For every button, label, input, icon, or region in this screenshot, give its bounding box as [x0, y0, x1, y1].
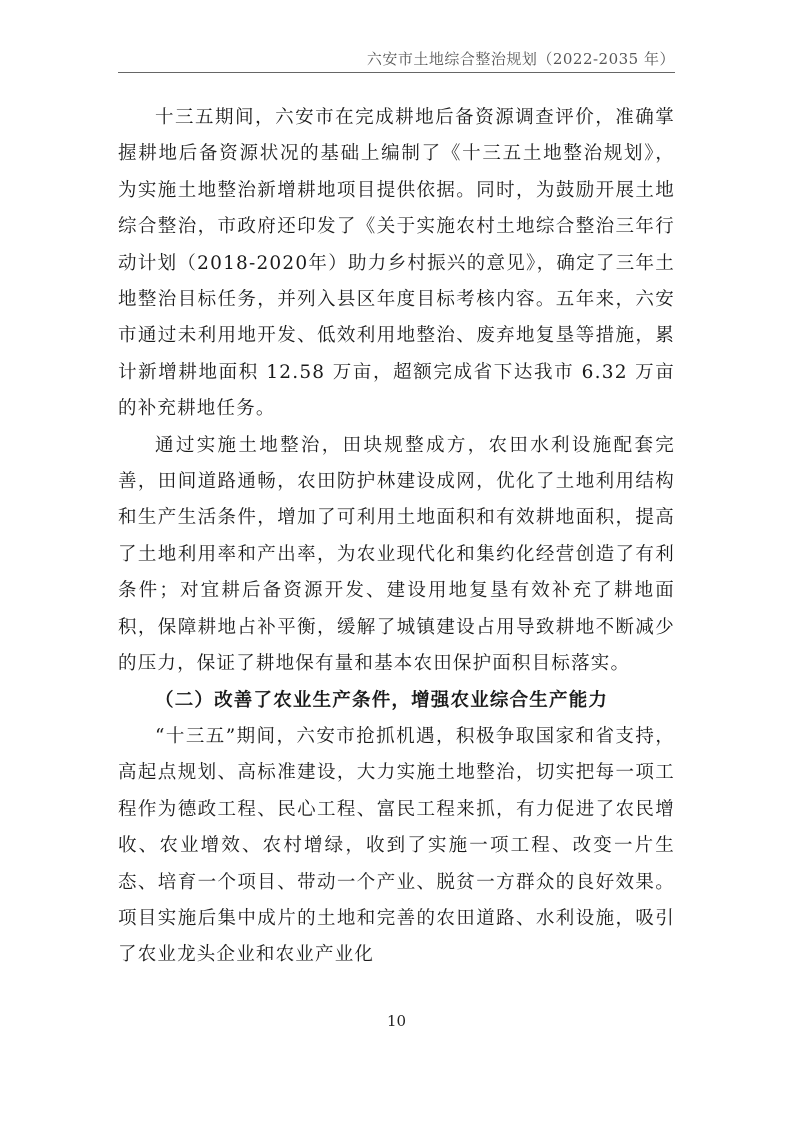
header-divider — [118, 72, 675, 73]
paragraph-2: 通过实施土地整治，田块规整成方，农田水利设施配套完善，田间道路通畅，农田防护林建设成网，优化了土地利用结构和生产生活条件，增加了可利用土地面积和有效耕地面积，提高了土地利用率和产出率，为农业现代化和集约化经营创造了有利条件；对宜耕后备资源开发、建设用地复垦有效补充了耕地面积，保障耕地占补平衡，缓解了城镇建设占用导致耕地不断减少的压力，保证了耕地保有量和基本农田保护面积目标落实。 — [118, 434, 675, 675]
running-header: 六安市土地综合整治规划（2022-2035 年） — [366, 50, 675, 68]
paragraph-1: 十三五期间，六安市在完成耕地后备资源调查评价，准确掌握耕地后备资源状况的基础上编制了《十三五土地整治规划》，为实施土地整治新增耕地项目提供依据。同时，为鼓励开展土地综合整治，市政府还印发了《关于实施农村土地综合整治三年行动计划（2018-2020年）助力乡村振兴的意见》，确定了三年土地整治目标任务，并列入县区年度目标考核内容。五年来，六安市通过未利用地开发、低效利用地整治、废弃地复垦等措施，累计新增耕地面积 12.58 万亩，超额完成省下达我市 6.32 万亩的补充耕地任务。 — [118, 107, 675, 420]
page-number: 10 — [386, 1012, 407, 1030]
section-heading: （二）改善了农业生产条件，增强农业综合生产能力 — [155, 689, 609, 711]
body-text — [118, 100, 675, 974]
paragraph-3: “十三五”期间，六安市抢抓机遇，积极争取国家和省支持，高起点规划、高标准建设，大力实施土地整治，切实把每一项工程作为德政工程、民心工程、富民工程来抓，有力促进了农民增收、农业增效、农村增绿，收到了实施一项工程、改变一片生态、培育一个项目、带动一个产业、脱贫一方群众的良好效果。项目实施后集中成片的土地和完善的农田道路、水利设施，吸引了农业龙头企业和农业产业化 — [118, 725, 675, 966]
